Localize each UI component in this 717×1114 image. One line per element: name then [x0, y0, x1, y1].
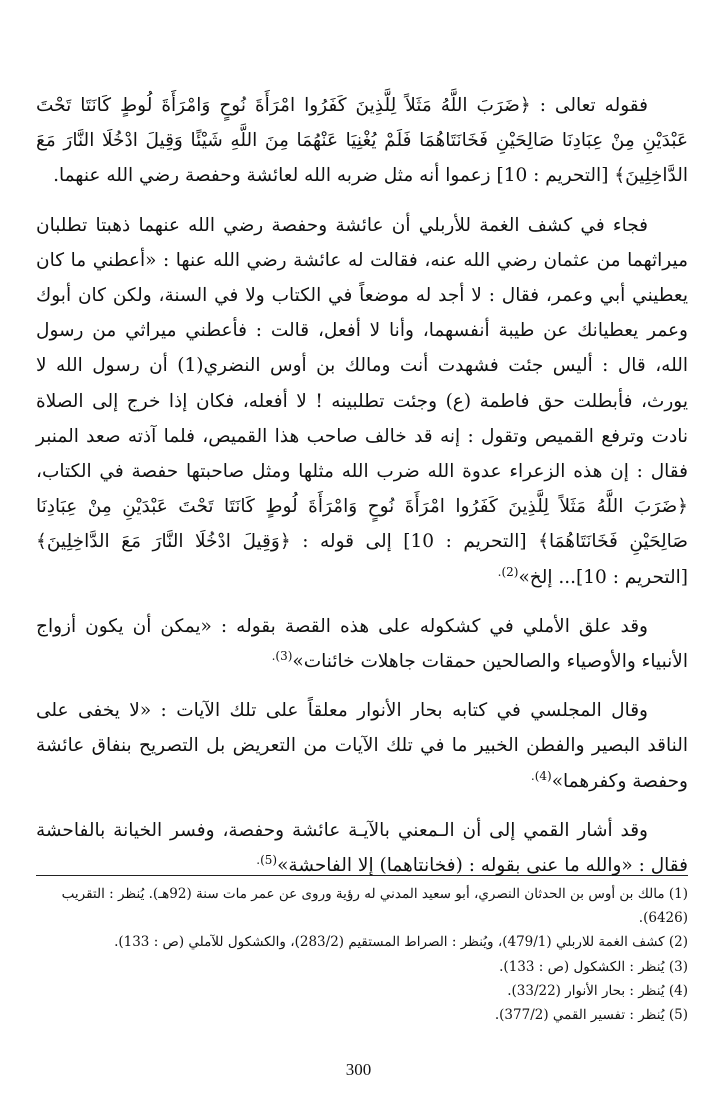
footnote-ref-5: (5).: [256, 852, 278, 867]
footnote-4: (4) يُنظر : بحار الأنوار (33/22).: [507, 982, 688, 999]
footnote-ref-4: (4).: [530, 768, 552, 783]
paragraph-2: فجاء في كشف الغمة للأربلي أن عائشة وحفصة رضي الله عنهما ذهبتا تطلبان ميراثهما من عثمان رضي الله عنه، فقالت له عائشة رضي الله عنها : «أعطني ما كان يعطيني أبي وعمر، فقال : لا أجد له موضعاً في الكتاب ولا في السنة، ولكن كان أبوك وعمر يعطيانك عن طيبة أنفسهما، وأنا لا أفعل، قالت : فأعطني ميراثي من رسول الله، قال : أليس جئت فشهدت أنت ومالك بن أوس النضري(1) أن رسول الله لا يورث، فأبطلت حق فاطمة (ع) وجئت تطلبينه ! لا أفعله، فكان إذا خرج إلى الصلاة نادت وترفع القميص وتقول : إنه قد خالف صاحب هذا القميص، فلما آذته صعد المنبر فقال : إن هذه الزعراء عدوة الله ضرب الله مثلها ومثل صاحبتها حفصة في الكتاب، ﴿ضَرَبَ اللَّهُ مَثَلاً لِلَّذِينَ كَفَرُوا امْرَأَةَ نُوحٍ وَامْرَأَةَ لُوطٍ كَانَتَا تَحْتَ عَبْدَيْنِ مِنْ عِبَادِنَا صَالِحَيْنِ فَخَانَتَاهُمَا﴾ [التحريم : 10] إلى قوله : ﴿وَقِيلَ ادْخُلَا النَّارَ مَعَ الدَّاخِلِينَ﴾ [التحريم : 10]... إلخ»$^{(2).}$: [36, 214, 688, 588]
paragraph-5: وقد أشار القمي إلى أن الـمعني بالآيـة عائشة وحفصة، وفسر الخيانة بالفاحشة فقال : «والله ما عنى بقوله : (فخانتاهما) إلا الفاحشة»$^{(5).}$: [36, 819, 688, 877]
body-text: [36, 88, 688, 897]
paragraph-1: فقوله تعالى : ﴿ضَرَبَ اللَّهُ مَثَلاً لِلَّذِينَ كَفَرُوا امْرَأَةَ نُوحٍ وَامْرَأَةَ لُوطٍ كَانَتَا تَحْتَ عَبْدَيْنِ مِنْ عِبَادِنَا صَالِحَيْنِ فَخَانَتَاهُمَا فَلَمْ يُغْنِيَا عَنْهُمَا مِنَ اللَّهِ شَيْئًا وَقِيلَ ادْخُلَا النَّارَ مَعَ الدَّاخِلِينَ﴾ [التحريم : 10] زعموا أنه مثل ضربه الله لعائشة وحفصة رضي الله عنهما.: [36, 95, 688, 187]
footnote-2: (2) كشف الغمة للاربلي (479/1)، ويُنظر : الصراط المستقيم (283/2)، والكشكول للآملي (ص : 133).: [114, 934, 688, 951]
footnote-5: (5) يُنظر : تفسير القمي (377/2).: [494, 1007, 688, 1024]
paragraph-3: وقد علق الأملي في كشكوله على هذه القصة بقوله : «يمكن أن يكون أزواج الأنبياء والأوصياء والصالحين حمقات جاهلات خائنات»$^{(3).}$: [36, 615, 688, 673]
footnote-ref-3: (3).: [271, 648, 293, 663]
paragraph-4: وقال المجلسي في كتابه بحار الأنوار معلقاً على تلك الآيات : «لا يخفى على الناقد البصير والفطن الخبير ما في تلك الآيات من التعريض بل التصريح بنفاق عائشة وحفصة وكفرهما»$^{(4).}$: [36, 700, 688, 792]
footnotes: [36, 875, 688, 1027]
footnote-ref-2: (2).: [497, 564, 519, 579]
page-number: 300: [345, 1060, 372, 1079]
footnote-1: (1) مالك بن أوس بن الحدثان النصري، أبو سعيد المدني له رؤية وروى عن عمر مات سنة (92هـ). يُنظر : التقريب (6426).: [61, 886, 688, 927]
footnote-3: (3) يُنظر : الكشكول (ص : 133).: [499, 958, 688, 975]
